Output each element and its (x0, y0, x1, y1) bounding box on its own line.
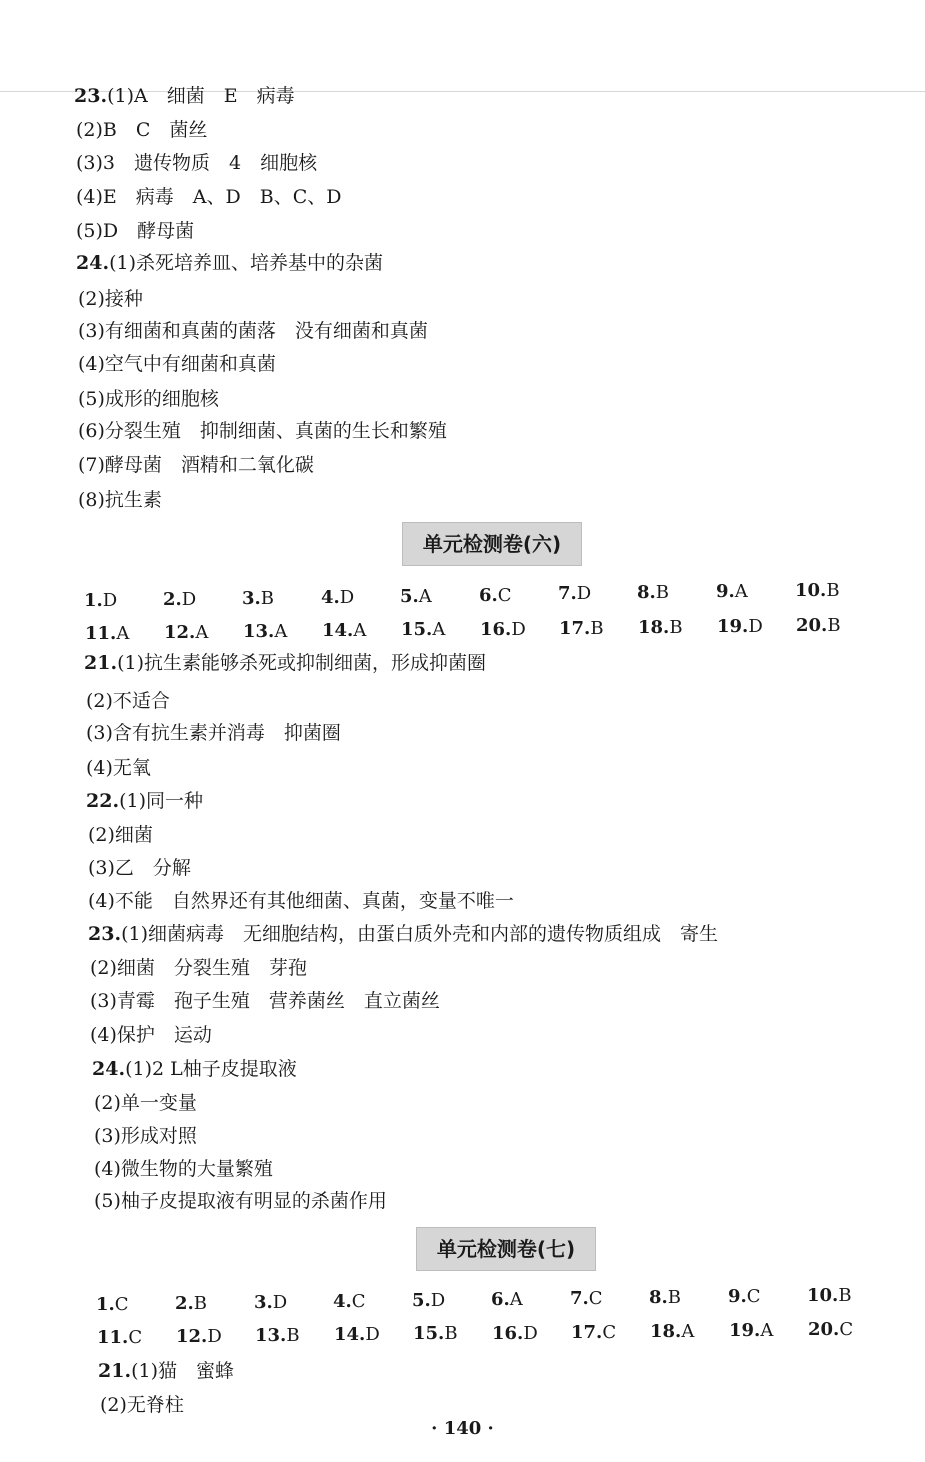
u6-mc-3: 3.B (242, 587, 275, 609)
q23-part2: (2)B C 菌丝 (76, 119, 208, 141)
u6-q22-part1: 22.(1)同一种 (86, 790, 203, 812)
page-number: · 140 · (431, 1418, 494, 1439)
u6-mc-2: 2.D (163, 588, 197, 610)
u6-q22-part2: (2)细菌 (88, 824, 153, 846)
u7-mc-3: 3.D (254, 1292, 288, 1313)
u6-q23-part3: (3)青霉 孢子生殖 营养菌丝 直立菌丝 (90, 990, 440, 1012)
q23-part5: (5)D 酵母菌 (76, 220, 195, 242)
u7-mc-4: 4.C (333, 1291, 366, 1312)
u6-q23-part4: (4)保护 运动 (90, 1024, 212, 1046)
u6-mc-16: 16.D (480, 618, 526, 640)
u7-mc-15: 15.B (413, 1323, 458, 1345)
u6-q21-part4: (4)无氧 (86, 757, 151, 779)
u6-q23-part2: (2)细菌 分裂生殖 芽孢 (90, 957, 307, 979)
u6-mc-20: 20.B (796, 614, 841, 636)
u7-mc-20: 20.C (808, 1318, 854, 1340)
q23-part3: (3)3 遗传物质 4 细胞核 (76, 152, 318, 174)
u6-q21-part1: 21.(1)抗生素能够杀死或抑制细菌，形成抑菌圈 (84, 652, 486, 674)
q24-part1: 24.(1)杀死培养皿、培养基中的杂菌 (76, 252, 383, 274)
u6-mc-13: 13.A (243, 621, 288, 643)
u7-mc-8: 8.B (649, 1287, 682, 1308)
q23-part4: (4)E 病毒 A、D B、C、D (76, 186, 342, 208)
u7-mc-13: 13.B (255, 1325, 300, 1347)
unit7-title: 单元检测卷(七) (416, 1227, 596, 1271)
u7-mc-12: 12.D (176, 1326, 222, 1348)
u6-q24-part3: (3)形成对照 (94, 1125, 197, 1147)
q24-part6: (6)分裂生殖 抑制细菌、真菌的生长和繁殖 (78, 420, 447, 442)
u6-q21-part2: (2)不适合 (86, 690, 170, 712)
u7-mc-19: 19.A (729, 1319, 774, 1341)
u6-mc-18: 18.B (638, 616, 683, 638)
u6-mc-4: 4.D (321, 586, 355, 608)
u6-mc-6: 6.C (479, 584, 512, 606)
q24-part7: (7)酵母菌 酒精和二氧化碳 (78, 454, 314, 476)
u7-mc-1: 1.C (96, 1294, 129, 1315)
u7-q21-part1: 21.(1)猫 蜜蜂 (98, 1360, 234, 1382)
u6-mc-7: 7.D (558, 583, 592, 605)
q23-part1: 23.(1)A 细菌 E 病毒 (74, 85, 295, 107)
q24-part8: (8)抗生素 (78, 489, 162, 511)
u6-mc-1: 1.D (84, 590, 118, 611)
u7-mc-17: 17.C (571, 1321, 617, 1343)
u6-q24-part1: 24.(1)2 L柚子皮提取液 (92, 1058, 297, 1080)
u6-q24-part5: (5)柚子皮提取液有明显的杀菌作用 (94, 1190, 387, 1212)
u6-q21-part3: (3)含有抗生素并消毒 抑菌圈 (86, 722, 341, 744)
u6-q22-part4: (4)不能 自然界还有其他细菌、真菌，变量不唯一 (88, 890, 514, 912)
u6-q22-part3: (3)乙 分解 (88, 857, 191, 879)
u7-mc-10: 10.B (807, 1285, 852, 1306)
u6-mc-14: 14.A (322, 620, 367, 642)
u6-mc-15: 15.A (401, 619, 446, 641)
u7-mc-16: 16.D (492, 1322, 538, 1344)
u7-mc-5: 5.D (412, 1290, 446, 1311)
u7-q21-part2: (2)无脊柱 (100, 1394, 184, 1416)
u7-mc-7: 7.C (570, 1288, 603, 1309)
u6-mc-12: 12.A (164, 622, 209, 644)
u6-mc-10: 10.B (795, 580, 840, 602)
q24-part2: (2)接种 (78, 288, 143, 310)
u6-mc-19: 19.D (717, 615, 763, 637)
u6-q24-part4: (4)微生物的大量繁殖 (94, 1158, 273, 1180)
q24-part3: (3)有细菌和真菌的菌落 没有细菌和真菌 (78, 320, 428, 342)
u6-q23-part1: 23.(1)细菌病毒 无细胞结构，由蛋白质外壳和内部的遗传物质组成 寄生 (88, 923, 718, 945)
unit6-title: 单元检测卷(六) (402, 522, 582, 566)
u6-mc-17: 17.B (559, 617, 604, 639)
q24-part5: (5)成形的细胞核 (78, 388, 219, 410)
u7-mc-18: 18.A (650, 1320, 695, 1342)
u7-mc-9: 9.C (728, 1286, 761, 1307)
u6-mc-9: 9.A (716, 581, 748, 603)
u6-mc-5: 5.A (400, 585, 432, 607)
u7-mc-14: 14.D (334, 1324, 380, 1346)
u6-mc-11: 11.A (85, 623, 130, 644)
u6-mc-8: 8.B (637, 582, 670, 604)
u7-mc-11: 11.C (97, 1327, 143, 1348)
u7-mc-6: 6.A (491, 1289, 523, 1310)
u7-mc-2: 2.B (175, 1293, 208, 1314)
q24-part4: (4)空气中有细菌和真菌 (78, 353, 276, 375)
u6-q24-part2: (2)单一变量 (94, 1092, 197, 1114)
